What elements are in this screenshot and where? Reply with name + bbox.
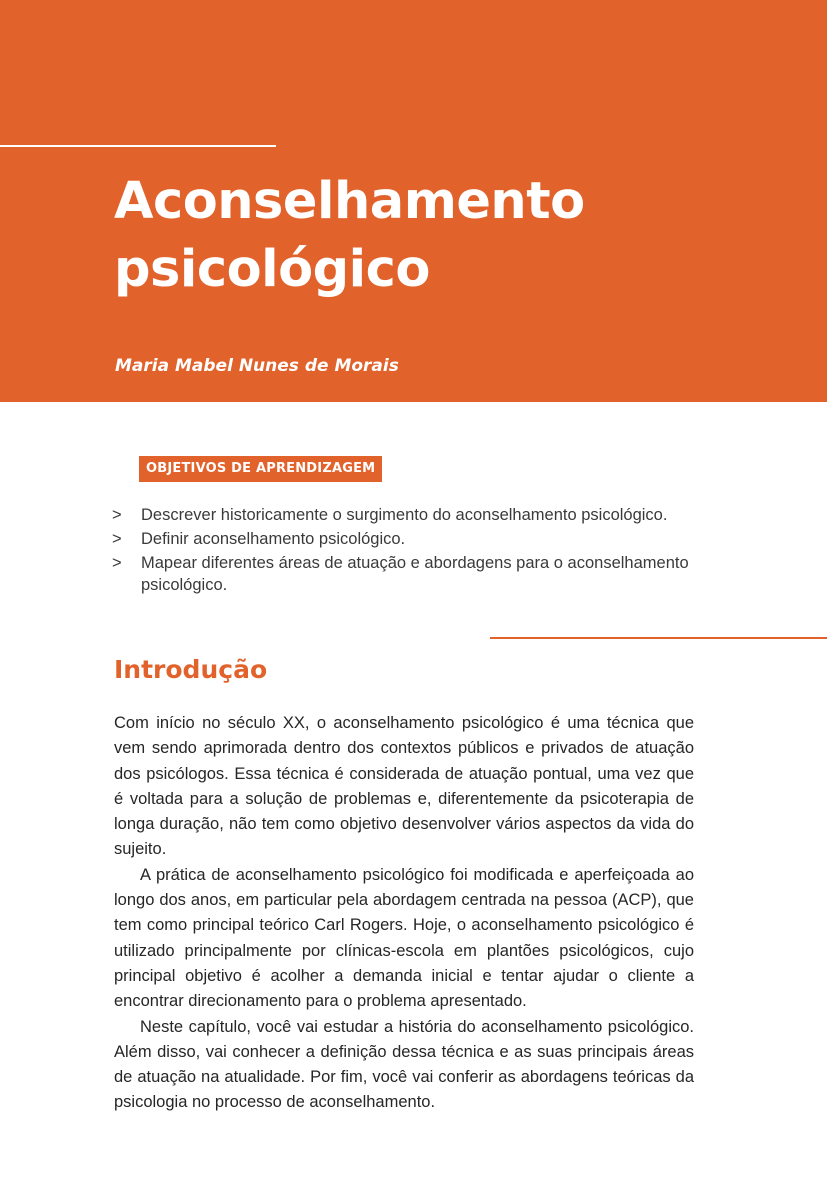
objective-text: Definir aconselhamento psicológico. xyxy=(141,530,406,548)
learning-objectives-list xyxy=(112,504,712,598)
objective-text: Mapear diferentes áreas de atuação e abordagens para o aconselhamento psicológico. xyxy=(141,554,689,594)
chapter-title-line-1: Aconselhamento xyxy=(114,172,585,231)
chapter-header-banner xyxy=(0,0,827,402)
chapter-title-line-2: psicológico xyxy=(114,240,430,299)
body-paragraph: A prática de aconselhamento psicológico foi modificada e aperfeiçoada ao longo dos anos, em particular pela abordagem centrada na pessoa (ACP), que tem como principal teórico Carl Rogers. Hoje, o aconselhamento psicológico é utilizado principalmente por clínicas-escola em plantões psicológicos, cujo principal objetivo é acolher a demanda inicial e tentar ajudar o cliente a encontrar direcionamento para o problema apresentado. xyxy=(114,865,694,1011)
objective-item xyxy=(112,528,712,550)
objective-item xyxy=(112,504,712,526)
chevron-right-icon: > xyxy=(112,506,122,524)
objective-item xyxy=(112,552,712,596)
introduction-body xyxy=(114,711,694,1116)
chevron-right-icon: > xyxy=(112,554,122,572)
objective-text: Descrever historicamente o surgimento do aconselhamento psicológico. xyxy=(141,506,668,524)
section-divider xyxy=(490,637,827,639)
learning-objectives-label: OBJETIVOS DE APRENDIZAGEM xyxy=(139,456,382,482)
chevron-right-icon: > xyxy=(112,530,122,548)
body-paragraph: Neste capítulo, você vai estudar a história do aconselhamento psicológico. Além disso, vai conhecer a definição dessa técnica e as suas principais áreas de atuação na atualidade. Por fim, você vai conferir as abordagens teóricas da psicologia no processo de aconselhamento. xyxy=(114,1017,694,1112)
chapter-title xyxy=(114,168,794,304)
header-divider xyxy=(0,145,276,147)
author-name: Maria Mabel Nunes de Morais xyxy=(115,356,399,376)
body-paragraph: Com início no século XX, o aconselhamento psicológico é uma técnica que vem sendo aprimorada dentro dos contextos públicos e privados de atuação dos psicólogos. Essa técnica é considerada de atuação pontual, uma vez que é voltada para a solução de problemas e, diferentemente da psicoterapia de longa duração, não tem como objetivo desenvolver vários aspectos da vida do sujeito. xyxy=(114,714,694,859)
section-title-introduction: Introdução xyxy=(114,655,268,684)
